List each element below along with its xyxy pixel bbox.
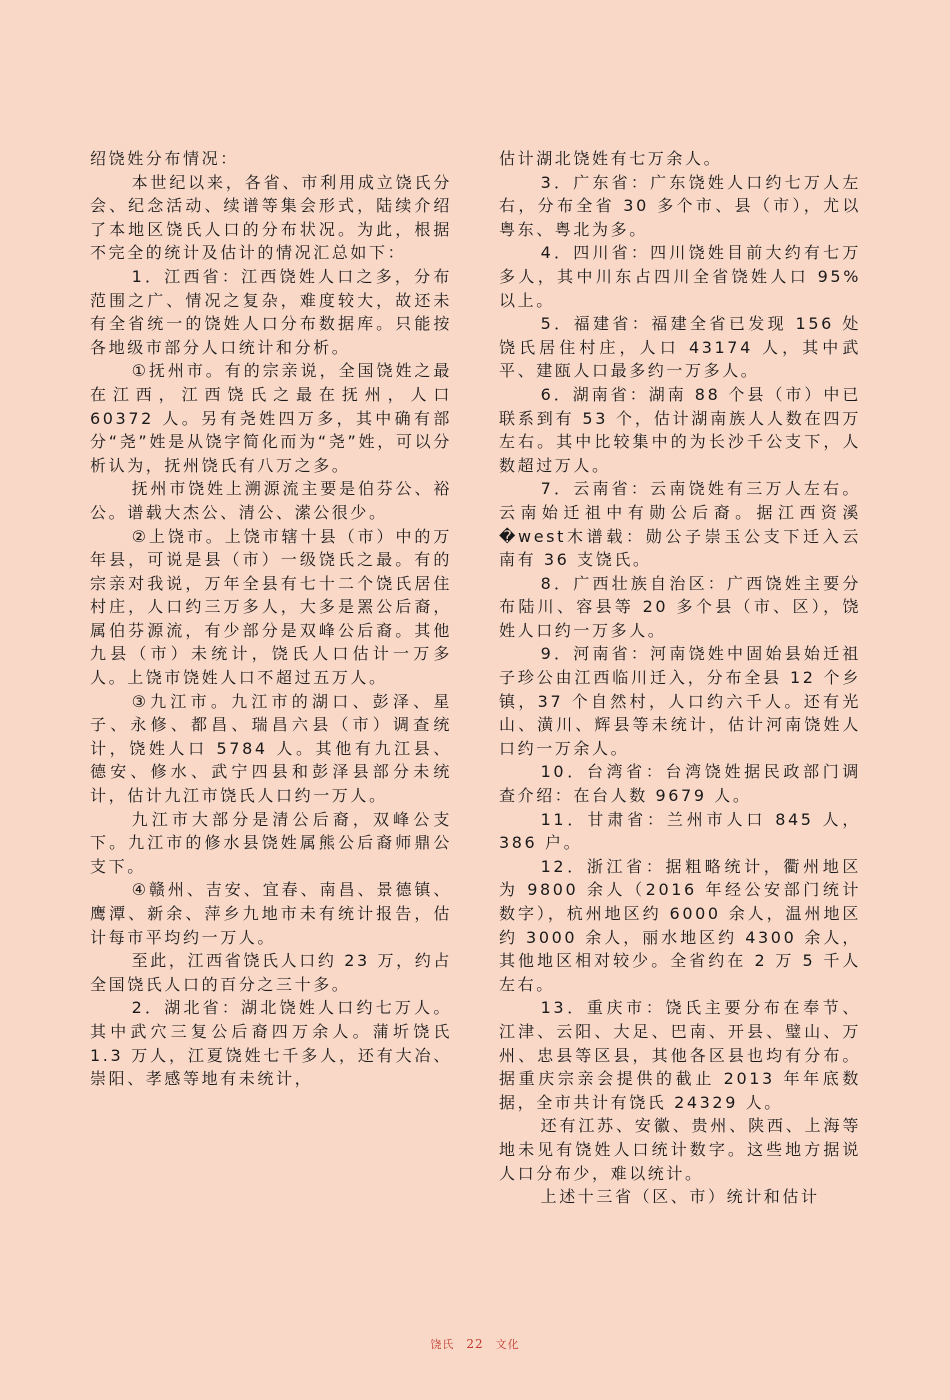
paragraph: 11．甘肃省：兰州市人口 845 人，386 户。 <box>499 809 861 853</box>
paragraph: 估计湖北饶姓有七万余人。 <box>499 149 723 168</box>
paragraph: 8．广西壮族自治区：广西饶姓主要分布陆川、容县等 20 多个县（市、区），饶姓人口约一万多人。 <box>499 573 861 640</box>
paragraph: 2．湖北省：湖北饶姓人口约七万人。其中武穴三复公后裔四万余人。蒲圻饶氏 1.3 万人，江夏饶姓七千多人，还有大冶、崇阳、孝感等地有未统计， <box>90 998 452 1089</box>
paragraph: 1．江西省：江西饶姓人口之多，分布范围之广、情况之复杂，难度较大，故还未有全省统一的饶姓人口分布数据库。只能按各地级市部分人口统计和分析。 <box>90 266 452 357</box>
paragraph: ①抚州市。有的宗亲说，全国饶姓之最在江西，江西饶氏之最在抚州，人口 60372 人。另有尧姓四万多，其中确有部分“尧”姓是从饶字简化而为“尧”姓，可以分析认为，抚州饶氏有八万之多。 <box>90 361 452 475</box>
footer-title-right: 文化 <box>495 1338 520 1351</box>
page-number: 22 <box>466 1337 484 1351</box>
paragraph: 抚州市饶姓上溯源流主要是伯芬公、裕公。谱载大杰公、清公、潆公很少。 <box>90 479 452 522</box>
paragraph: 3．广东省：广东饶姓人口约七万人左右，分布全省 30 多个市、县（市），尤以粤东、粤北为多。 <box>499 172 861 239</box>
paragraph: 至此，江西省饶氏人口约 23 万，约占全国饶氏人口的百分之三十多。 <box>90 951 452 994</box>
paragraph: 13．重庆市：饶氏主要分布在奉节、江津、云阳、大足、巴南、开县、璧山、万州、忠县等区县，其他各区县也均有分布。据重庆宗亲会提供的截止 2013 年年底数据，全市共计有饶氏 24329 人。 <box>499 998 861 1112</box>
paragraph: 九江市大部分是清公后裔，双峰公支下。九江市的修水县饶姓属熊公后裔师鼎公支下。 <box>90 809 452 876</box>
page-footer <box>0 1336 950 1352</box>
paragraph: 10．台湾省：台湾饶姓据民政部门调查介绍：在台人数 9679 人。 <box>499 762 861 806</box>
paragraph: 本世纪以来，各省、市利用成立饶氏分会、纪念活动、续谱等集会形式，陆续介绍了本地区饶氏人口的分布状况。为此，根据不完全的统计及估计的情况汇总如下： <box>90 172 452 263</box>
paragraph: 上述十三省（区、市）统计和估计 <box>540 1187 820 1207</box>
paragraph: 还有江苏、安徽、贵州、陕西、上海等地未见有饶姓人口统计数字。这些地方据说人口分布少，难以统计。 <box>499 1116 861 1183</box>
paragraph: ③九江市。九江市的湖口、彭泽、星子、永修、都昌、瑞昌六县（市）调查统计，饶姓人口 5784 人。其他有九江县、德安、修水、武宁四县和彭泽县部分未统计，估计九江市饶氏人口约一万人。 <box>90 691 452 806</box>
footer-title-left: 饶氏 <box>430 1338 455 1351</box>
paragraph: 12．浙江省：据粗略统计，衢州地区为 9800 余人（2016 年经公安部门统计数字），杭州地区约 6000 余人，温州地区约 3000 余人，丽水地区约 4300 余人，其他地区相对较少。全省约在 2 万 5 千人左右。 <box>499 856 861 994</box>
paragraph: 7．云南省：云南饶姓有三万人左右。云南始迁祖中有勋公后裔。据江西资溪�west木谱载：勋公子崇玉公支下迁入云南有 36 支饶氏。 <box>499 479 861 570</box>
paragraph: 9．河南省：河南饶姓中固始县始迁祖子珍公由江西临川迁入，分布全县 12 个乡镇，37 个自然村，人口约六千人。还有光山、潢川、辉县等未统计，估计河南饶姓人口约一万余人。 <box>499 644 861 758</box>
paragraph: 5．福建省：福建全省已发现 156 处饶氏居住村庄，人口 43174 人，其中武平、建瓯人口最多约一万多人。 <box>499 314 861 381</box>
paragraph: 4．四川省：四川饶姓目前大约有七万多人，其中川东占四川全省饶姓人口 95% 以上。 <box>499 243 861 310</box>
right-text-column <box>499 147 861 1209</box>
paragraph: ②上饶市。上饶市辖十县（市）中的万年县，可说是县（市）一级饶氏之最。有的宗亲对我说，万年全县有七十二个饶氏居住村庄，人口约三万多人，大多是罴公后裔，属伯芬源流，有少部分是双峰公后裔。其他九县（市）未统计，饶氏人口估计一万多人。上饶市饶姓人口不超过五万人。 <box>90 526 452 688</box>
paragraph: ④赣州、吉安、宜春、南昌、景德镇、鹰潭、新余、萍乡九地市未有统计报告，估计每市平均约一万人。 <box>90 880 452 947</box>
paragraph: 6．湖南省：湖南 88 个县（市）中已联系到有 53 个，估计湖南族人人数在四万左右。其中比较集中的为长沙千公支下，人数超过万人。 <box>499 384 861 475</box>
left-text-column <box>90 147 452 1091</box>
paragraph: 绍饶姓分布情况： <box>90 149 239 168</box>
